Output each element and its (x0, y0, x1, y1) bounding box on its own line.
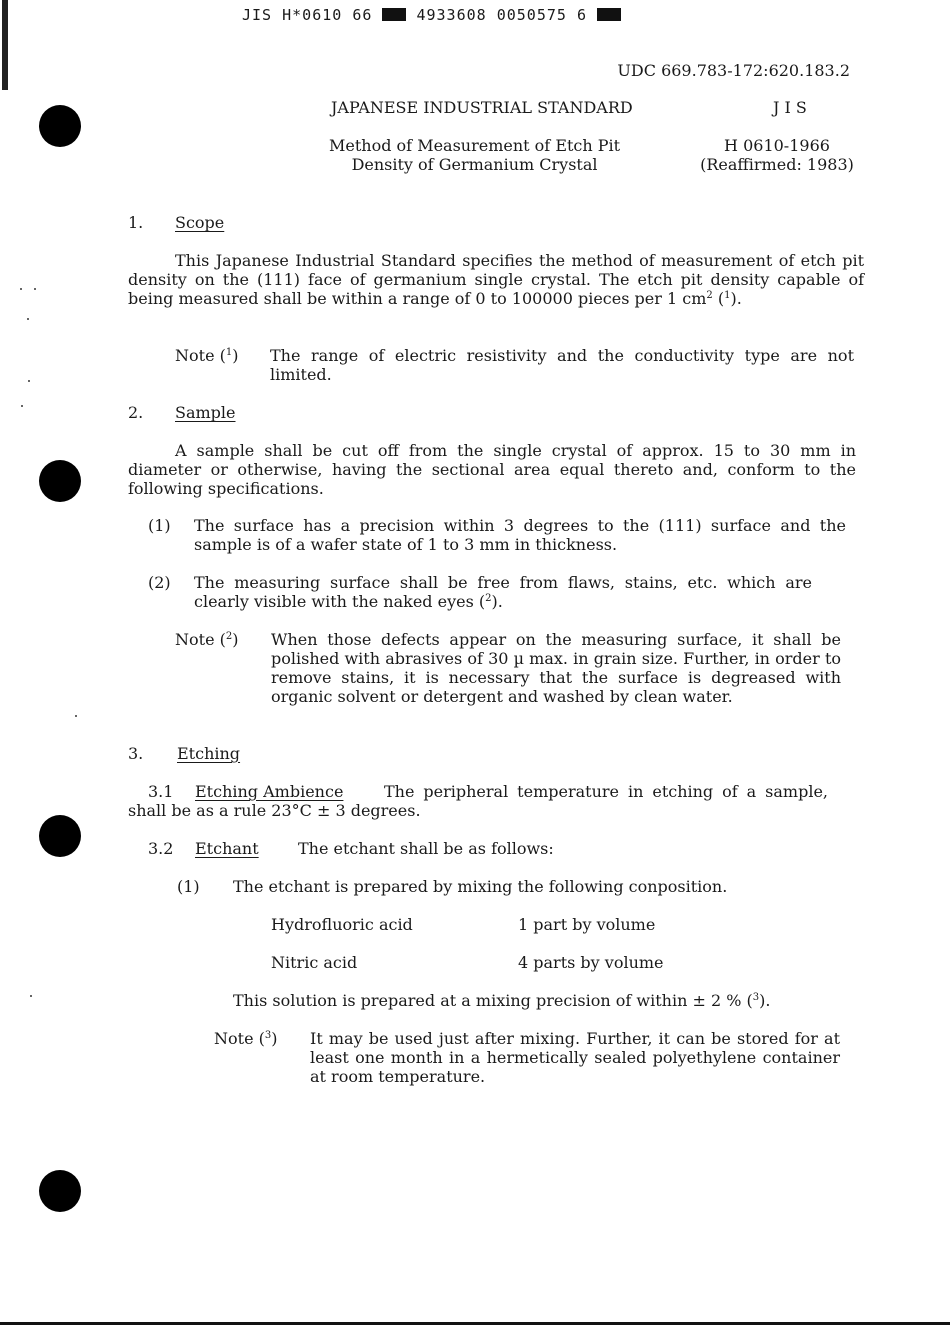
subsection-3-1-number: 3.1 (148, 782, 174, 801)
section-2-number: 2. (128, 403, 144, 422)
jis-mark: J I S (773, 98, 807, 117)
solution-body: This solution is prepared at a mixing precision of within ± 2 % ( (233, 991, 753, 1010)
subsection-3-2-text: The etchant shall be as follows: (298, 839, 554, 858)
superscript: 2 (706, 290, 713, 301)
note-label-text: Note ( (214, 1029, 265, 1048)
speck (28, 380, 30, 382)
document-code (242, 6, 621, 25)
item-2-2-body: The measuring surface shall be free from flaws, stains, etc. which are clearly visible with the naked eyes ( (194, 573, 812, 611)
standard-heading: JAPANESE INDUSTRIAL STANDARD (331, 98, 633, 117)
section-2-body: A sample shall be cut off from the single crystal of approx. 15 to 30 mm in diameter or otherwise, having the sectional area equal thereto and, conform to the following specifications. (128, 441, 856, 498)
udc-code: UDC 669.783-172:620.183.2 (617, 61, 850, 80)
binding-hole-1 (39, 105, 81, 147)
doc-title (329, 136, 620, 174)
section-1-title: Scope (175, 213, 225, 232)
doc-title-line1: Method of Measurement of Etch Pit (329, 136, 621, 155)
barcode-block-icon (382, 8, 406, 21)
paren: ). (730, 289, 742, 308)
note-label-text: ) (232, 346, 239, 365)
section-3-number: 3. (128, 744, 144, 763)
subsection-3-2-title: Etchant (195, 839, 259, 858)
note-1-label (175, 346, 238, 365)
speck (20, 288, 22, 290)
section-1-number: 1. (128, 213, 144, 232)
section-3-title: Etching (177, 744, 241, 763)
note-label-text: ) (232, 630, 239, 649)
item-3-2-1-number: (1) (177, 877, 200, 896)
item-2-1-text: The surface has a precision within 3 degrees to the (111) surface and the sample is of a wafer state of 1 to 3 mm in thickness. (194, 516, 846, 554)
item-2-2-number: (2) (148, 573, 171, 592)
footnote-ref: 2 (225, 631, 233, 642)
note-2-text: When those defects appear on the measuring surface, it shall be polished with abrasives of 30 µ max. in grain size. Further, in order to remove stains, it is necessary that the surface is degreased with organic solvent or detergent and washed by clean water. (271, 630, 841, 706)
speck (75, 715, 77, 717)
binding-hole-3 (39, 815, 81, 857)
note-label-text: Note ( (175, 346, 226, 365)
footnote-ref: 1 (225, 347, 233, 358)
reaffirmed: (Reaffirmed: 1983) (700, 155, 854, 174)
composition-name: Nitric acid (271, 953, 358, 972)
note-1-text: The range of electric resistivity and the conductivity type are not limited. (270, 346, 854, 384)
doc-title-line2: Density of Germanium Crystal (351, 155, 598, 174)
item-2-1-number: (1) (148, 516, 171, 535)
subsection-3-2-number: 3.2 (148, 839, 174, 858)
doc-number-block (696, 136, 858, 174)
speck (27, 318, 29, 320)
footnote-ref: 2 (485, 593, 492, 604)
note-label-text: Note ( (175, 630, 226, 649)
item-3-2-1-text: The etchant is prepared by mixing the following conposition. (233, 877, 728, 896)
bottom-rule (0, 1322, 950, 1325)
note-label-text: ) (271, 1029, 278, 1048)
footnote-ref: 1 (724, 290, 731, 301)
barcode-block-icon (597, 8, 621, 21)
note-2-label (175, 630, 238, 649)
speck (21, 405, 23, 407)
code-b: 4933608 0050575 6 (416, 6, 587, 24)
binding-hole-2 (39, 460, 81, 502)
section-1-body (128, 251, 864, 308)
left-edge-mark (2, 0, 8, 90)
paren: ). (491, 592, 503, 611)
speck (30, 995, 32, 997)
paren: ). (759, 991, 771, 1010)
paren: ( (717, 289, 725, 308)
footnote-ref: 3 (264, 1030, 272, 1041)
note-3-label (214, 1029, 277, 1048)
footnote-ref: 3 (752, 992, 760, 1003)
composition-amount: 1 part by volume (518, 915, 656, 934)
code-a: JIS H*0610 66 (242, 6, 373, 24)
solution-text (233, 991, 770, 1010)
speck (34, 288, 36, 290)
subsection-3-1-title: Etching Ambience (195, 782, 344, 801)
section-2-title: Sample (175, 403, 236, 422)
composition-name: Hydrofluoric acid (271, 915, 413, 934)
subsection-3-1-text: The peripheral temperature in etching of a sample, shall be as a rule 23°C ± 3 degrees. (128, 782, 828, 820)
note-3-text: It may be used just after mixing. Further, it can be stored for at least one month in a hermetically sealed polyethylene container at room temperature. (310, 1029, 840, 1086)
item-2-2-text (194, 573, 812, 611)
composition-amount: 4 parts by volume (518, 953, 664, 972)
doc-number: H 0610-1966 (724, 136, 830, 155)
binding-hole-4 (39, 1170, 81, 1212)
section-1-text: This Japanese Industrial Standard specifies the method of measurement of etch pit density on the (111) face of germanium single crystal. The etch pit density capable of being measured shall be within a range of 0 to 100000 pieces per 1 cm (128, 251, 864, 308)
